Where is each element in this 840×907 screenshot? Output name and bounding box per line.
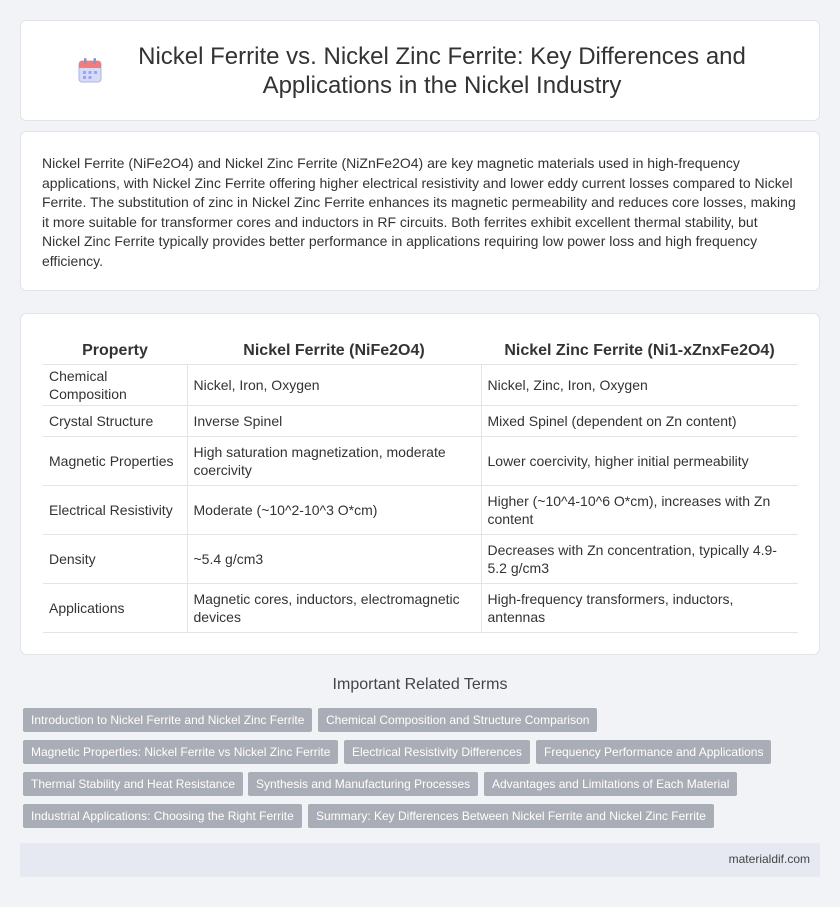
table-row [43,405,798,436]
table-cell: Higher (~10^4-10^6 O*cm), increases with Zn content [481,485,798,534]
table-row [43,364,798,405]
calendar-icon [78,57,102,83]
intro-paragraph: Nickel Ferrite (NiFe2O4) and Nickel Zinc Ferrite (NiZnFe2O4) are key magnetic materials used in high-frequency applications, with Nickel Zinc Ferrite offering higher electrical resistivity and lower eddy current losses compared to Nickel Ferrite. The substitution of zinc in Nickel Zinc Ferrite enhances its magnetic permeability and reduces core losses, making it more suitable for transformer cores and inductors in RF circuits. Both ferrites exhibit excellent thermal stability, but Nickel Zinc Ferrite typically provides better performance in applications requiring low power loss and high frequency efficiency. [42,155,796,269]
table-row [43,485,798,534]
related-term-tag[interactable]: Summary: Key Differences Between Nickel Ferrite and Nickel Zinc Ferrite [308,804,714,828]
related-term-tag[interactable]: Electrical Resistivity Differences [344,740,530,764]
table-cell: Nickel, Zinc, Iron, Oxygen [481,364,798,405]
related-term-tag[interactable]: Advantages and Limitations of Each Material [484,772,737,796]
related-term-tag[interactable]: Thermal Stability and Heat Resistance [23,772,243,796]
table-cell: Density [43,534,187,583]
table-cell: Magnetic Properties [43,436,187,485]
table-cell: Decreases with Zn concentration, typically 4.9-5.2 g/cm3 [481,534,798,583]
comparison-table [43,334,798,633]
table-cell: Applications [43,583,187,632]
table-row [43,534,798,583]
column-header-nickel-ferrite: Nickel Ferrite (NiFe2O4) [187,334,481,364]
table-cell: Chemical Composition [43,364,187,405]
table-cell: High saturation magnetization, moderate coercivity [187,436,481,485]
table-cell: Lower coercivity, higher initial permeability [481,436,798,485]
related-term-tag[interactable]: Industrial Applications: Choosing the Right Ferrite [23,804,302,828]
footer-site-name[interactable]: materialdif.com [728,852,810,866]
footer [20,843,820,877]
table-cell: Moderate (~10^2-10^3 O*cm) [187,485,481,534]
table-cell: Mixed Spinel (dependent on Zn content) [481,405,798,436]
related-term-tag[interactable]: Synthesis and Manufacturing Processes [248,772,478,796]
table-row [43,583,798,632]
related-term-tag[interactable]: Frequency Performance and Applications [536,740,771,764]
page-title: Nickel Ferrite vs. Nickel Zinc Ferrite: Key Differences and Applications in the Nickel Industry [138,42,746,99]
related-terms-title: Important Related Terms [332,676,508,693]
table-cell: Inverse Spinel [187,405,481,436]
table-header-row [43,334,798,364]
table-cell: High-frequency transformers, inductors, antennas [481,583,798,632]
related-term-tag[interactable]: Introduction to Nickel Ferrite and Nickel Zinc Ferrite [23,708,312,732]
table-cell: Magnetic cores, inductors, electromagnetic devices [187,583,481,632]
table-cell: Crystal Structure [43,405,187,436]
table-row [43,436,798,485]
header-card [20,20,820,121]
intro-card [20,131,820,291]
column-header-nickel-zinc-ferrite: Nickel Zinc Ferrite (Ni1-xZnxFe2O4) [481,334,798,364]
column-header-property: Property [43,334,187,364]
table-cell: Electrical Resistivity [43,485,187,534]
comparison-table-card [20,313,820,655]
related-term-tag[interactable]: Magnetic Properties: Nickel Ferrite vs Nickel Zinc Ferrite [23,740,338,764]
table-cell: ~5.4 g/cm3 [187,534,481,583]
table-cell: Nickel, Iron, Oxygen [187,364,481,405]
related-term-tag[interactable]: Chemical Composition and Structure Comparison [318,708,597,732]
